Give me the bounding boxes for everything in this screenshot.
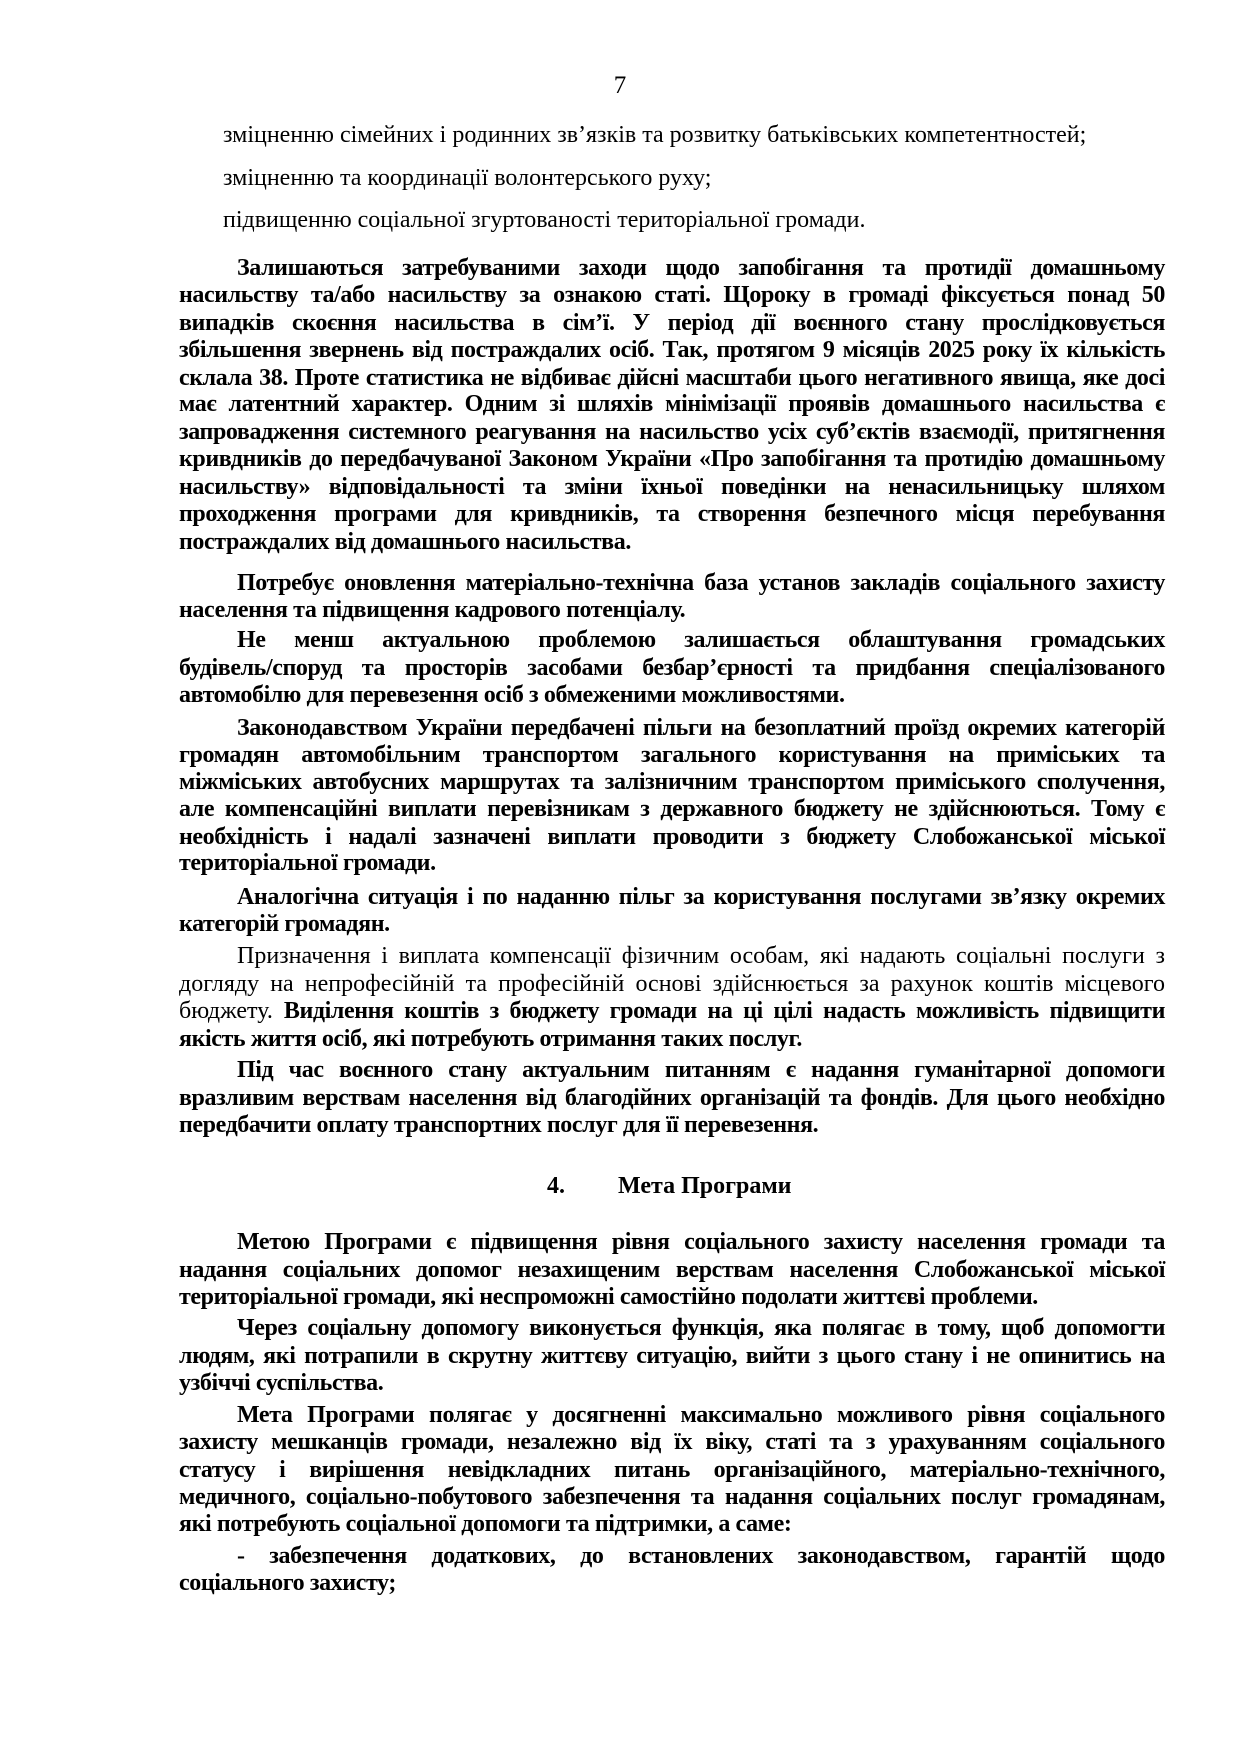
paragraph-line: але компенсаційні виплати перевізникам з державного бюджету не здійснюються. Тому є <box>179 796 1165 822</box>
paragraph-line: Метою Програми є підвищення рівня соціального захисту населення громади та <box>237 1229 1165 1255</box>
section-number: 4. <box>547 1173 565 1199</box>
list-item: підвищенню соціальної згуртованості територіальної громади. <box>223 207 866 233</box>
paragraph-line: статусу і вирішення невідкладних питань організаційного, матеріально-технічного, <box>179 1457 1165 1483</box>
paragraph-line <box>179 997 1165 1025</box>
paragraph-line: захисту мешканців громади, незалежно від їх віку, статі та з урахуванням соціального <box>179 1429 1165 1455</box>
list-item: зміцненню та координації волонтерського руху; <box>223 165 712 191</box>
paragraph-line: територіальної громади, які неспроможні самостійно подолати життєві проблеми. <box>179 1284 1038 1310</box>
paragraph-line: Мета Програми полягає у досягненні максимально можливого рівня соціального <box>237 1402 1165 1428</box>
paragraph-line: Законодавством України передбачені пільги на безоплатний проїзд окремих категорій <box>237 715 1165 741</box>
paragraph-line: які потребують соціальної допомоги та підтримки, а саме: <box>179 1511 792 1537</box>
paragraph-line: склала 38. Проте статистика не відбиває дійсні масштаби цього негативного явища, яке досі <box>179 365 1165 391</box>
text-segment: якість життя осіб, які потребують отримання таких послуг. <box>179 1026 802 1052</box>
paragraph-line: узбіччі суспільства. <box>179 1370 384 1396</box>
paragraph-line: має латентний характер. Одним зі шляхів мінімізації проявів домашнього насильства є <box>179 391 1165 417</box>
paragraph-line: будівель/споруд та просторів засобами безбар’єрності та придбання спеціалізованого <box>179 655 1165 681</box>
paragraph-line: надання соціальних допомог незахищеним верствам населення Слобожанської міської <box>179 1257 1165 1283</box>
paragraph-line: Не менш актуальною проблемою залишається облаштування громадських <box>237 627 1165 653</box>
paragraph-line: людям, які потрапили в скрутну життєву ситуацію, вийти з цього стану і не опинитись на <box>179 1343 1165 1369</box>
paragraph-line: категорій громадян. <box>179 911 390 937</box>
paragraph-line: постраждалих від домашнього насильства. <box>179 529 631 555</box>
paragraph-line: випадків скоєння насильства в сім’ї. У період дії воєнного стану прослідковується <box>179 310 1165 336</box>
paragraph-line: міжміських автобусних маршрутах та залізничним транспортом приміського сполучення, <box>179 769 1165 795</box>
paragraph-line: насильству та/або насильству за ознакою статі. Щороку в громаді фіксується понад 50 <box>179 282 1165 308</box>
paragraph-line: кривдників до передбачуваної Законом України «Про запобігання та протидію домашньому <box>179 446 1165 472</box>
paragraph-line: запровадження системного реагування на насильство усіх суб’єктів взаємодії, притягнення <box>179 419 1165 445</box>
paragraph-line: - забезпечення додаткових, до встановлених законодавством, гарантій щодо <box>237 1543 1165 1569</box>
paragraph-line: збільшення звернень від постраждалих осіб. Так, протягом 9 місяців 2025 року їх кількість <box>179 337 1165 363</box>
section-title: Мета Програми <box>618 1173 792 1199</box>
paragraph-line: соціального захисту; <box>179 1570 396 1596</box>
paragraph-line: вразливим верствам населення від благодійних організацій та фондів. Для цього необхідно <box>179 1085 1165 1111</box>
paragraph-line <box>179 1025 1165 1053</box>
paragraph-line: громадян автомобільним транспортом загального користування на приміських та <box>179 742 1165 768</box>
list-item: зміцненню сімейних і родинних зв’язків та розвитку батьківських компетентностей; <box>223 122 1087 148</box>
paragraph-line: насильству» відповідальності та зміни їхньої поведінки на ненасильницьку шляхом <box>179 474 1165 500</box>
paragraph-line: населення та підвищення кадрового потенціалу. <box>179 597 686 623</box>
paragraph-line: Призначення і виплата компенсації фізичним особам, які надають соціальні послуги з <box>237 943 1165 969</box>
paragraph-line: проходження програми для кривдників, та створення безпечного місця перебування <box>179 501 1165 527</box>
paragraph-line: автомобілю для перевезення осіб з обмеженими можливостями. <box>179 682 845 708</box>
paragraph-line: Залишаються затребуваними заходи щодо запобігання та протидії домашньому <box>237 255 1165 281</box>
paragraph-line: Під час воєнного стану актуальним питанням є надання гуманітарної допомоги <box>237 1057 1165 1083</box>
page-number: 7 <box>613 72 627 99</box>
paragraph-line: догляду на непрофесійній та професійній основі здійснюється за рахунок коштів місцевого <box>179 971 1165 997</box>
paragraph-line: медичного, соціально-побутового забезпечення та надання соціальних послуг громадянам, <box>179 1484 1165 1510</box>
paragraph-line: Аналогічна ситуація і по наданню пільг за користування послугами зв’язку окремих <box>237 884 1165 910</box>
text-segment: Виділення коштів з бюджету громади на ці цілі надасть можливість підвищити <box>283 998 1165 1024</box>
paragraph-line: передбачити оплату транспортних послуг для її перевезення. <box>179 1112 819 1138</box>
text-segment: бюджету. <box>179 998 284 1024</box>
paragraph-line: необхідність і надалі зазначені виплати проводити з бюджету Слобожанської міської <box>179 824 1165 850</box>
paragraph-line: Через соціальну допомогу виконується функція, яка полягає в тому, щоб допомогти <box>237 1315 1165 1341</box>
paragraph-line: територіальної громади. <box>179 850 436 876</box>
paragraph-line: Потребує оновлення матеріально-технічна база установ закладів соціального захисту <box>237 570 1165 596</box>
section-heading <box>0 1172 1240 1200</box>
